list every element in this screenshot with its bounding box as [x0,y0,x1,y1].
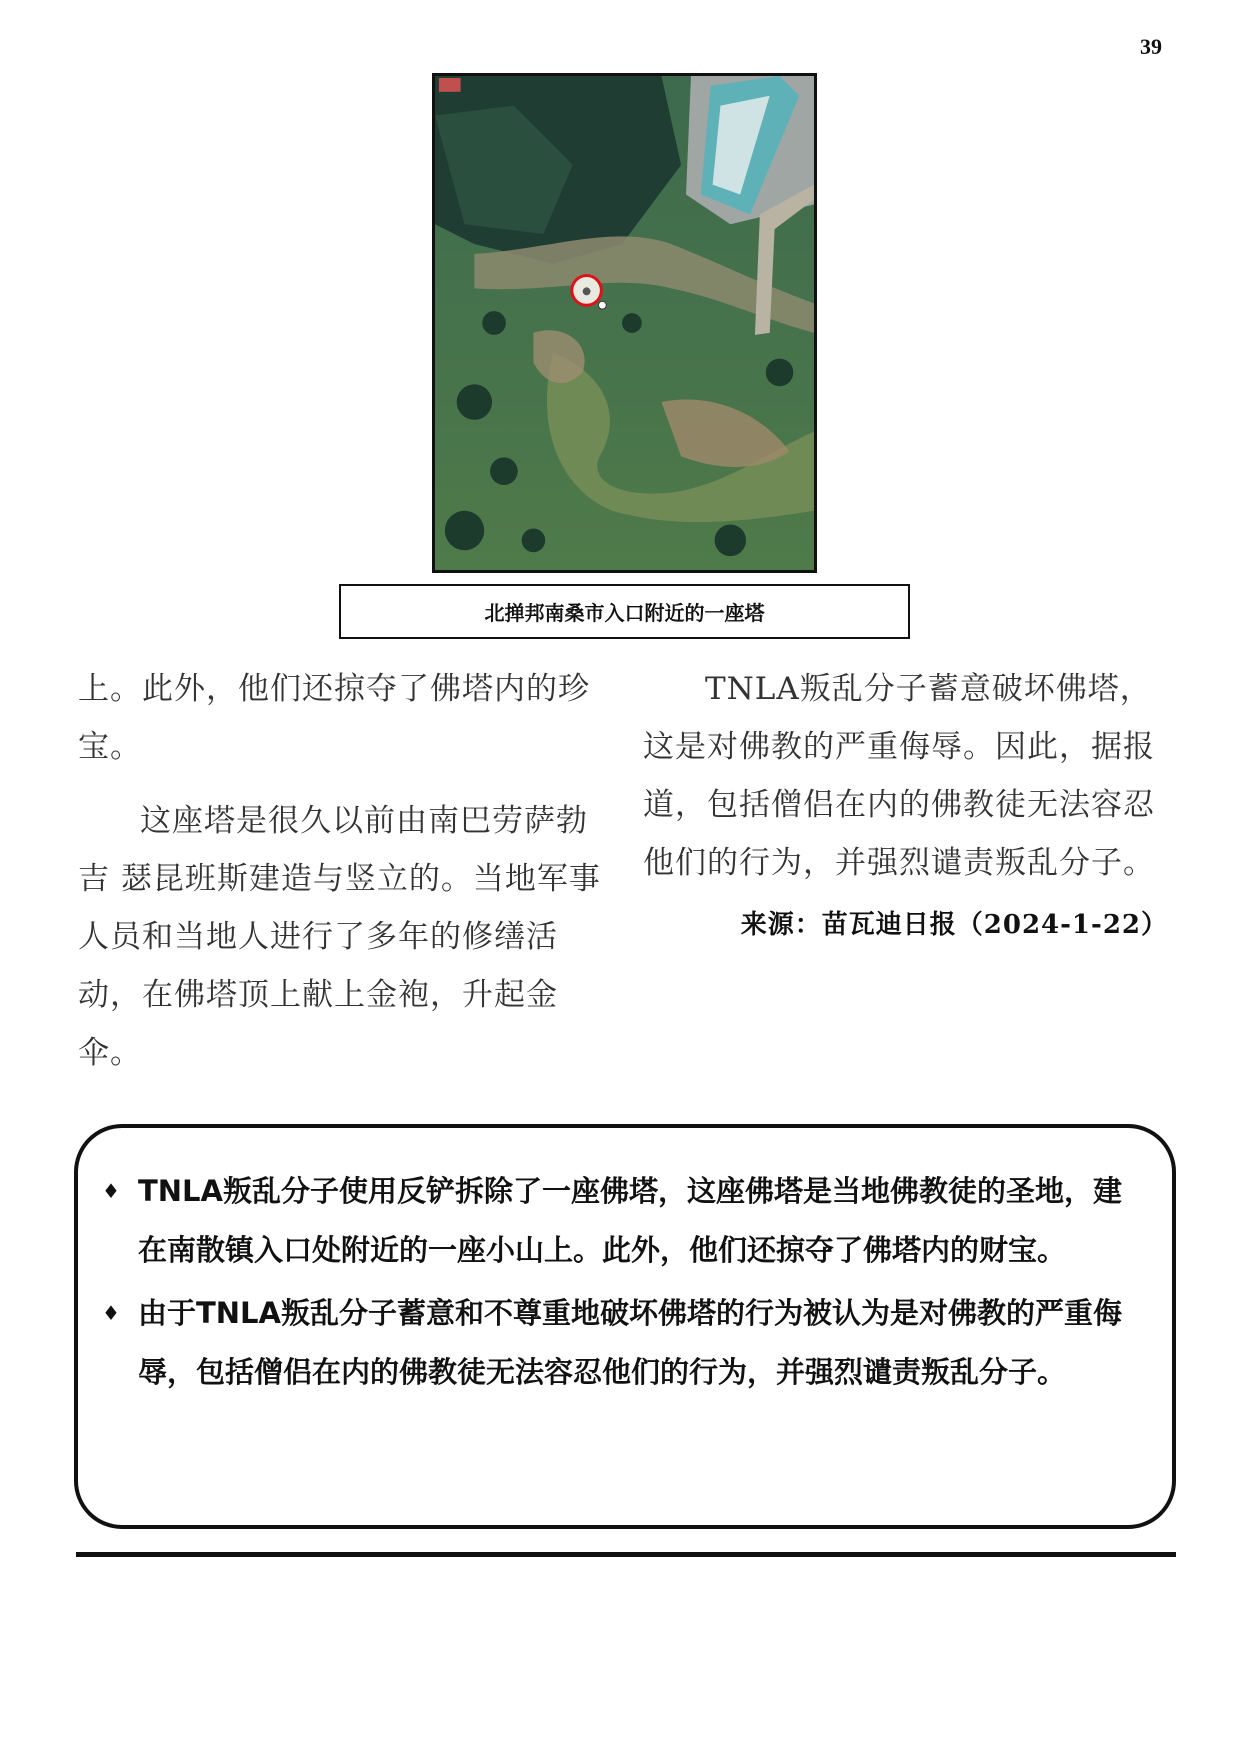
summary-item [102,1162,1132,1280]
diamond-bullet-icon: ♦ [102,1179,120,1203]
article-right-column [643,660,1168,954]
source-line: 来源：苗瓦迪日报（2024-1-22） [740,910,1168,940]
satellite-photo [432,73,817,573]
summary-item [102,1284,1132,1402]
diamond-bullet-icon: ♦ [102,1301,120,1325]
satellite-photo-image [435,76,814,570]
paragraph-1: 上。此外，他们还掠夺了佛塔内的珍宝。 [78,671,590,765]
bottom-divider [76,1552,1176,1557]
paragraph-3: TNLA叛乱分子蓄意破坏佛塔，这是对佛教的严重侮辱。因此，据报道，包括僧侣在内的佛教徒无法容忍他们的行为，并强烈谴责叛乱分子。 [643,671,1155,881]
article-left-column [78,660,603,1082]
summary-item-text: 由于TNLA叛乱分子蓄意和不尊重地破坏佛塔的行为被认为是对佛教的严重侮辱，包括僧侣在内的佛教徒无法容忍他们的行为，并强烈谴责叛乱分子。 [138,1296,1122,1389]
summary-box [74,1124,1176,1529]
page-number: 39 [1140,34,1162,59]
summary-item-text: TNLA叛乱分子使用反铲拆除了一座佛塔，这座佛塔是当地佛教徒的圣地，建在南散镇入口处附近的一座小山上。此外，他们还掠夺了佛塔内的财宝。 [138,1174,1122,1267]
photo-caption: 北掸邦南桑市入口附近的一座塔 [339,584,910,639]
paragraph-2: 这座塔是很久以前由南巴劳萨勃吉 瑟昆班斯建造与竖立的。当地军事人员和当地人进行了多年的修缮活动，在佛塔顶上献上金袍，升起金伞。 [78,803,601,1071]
